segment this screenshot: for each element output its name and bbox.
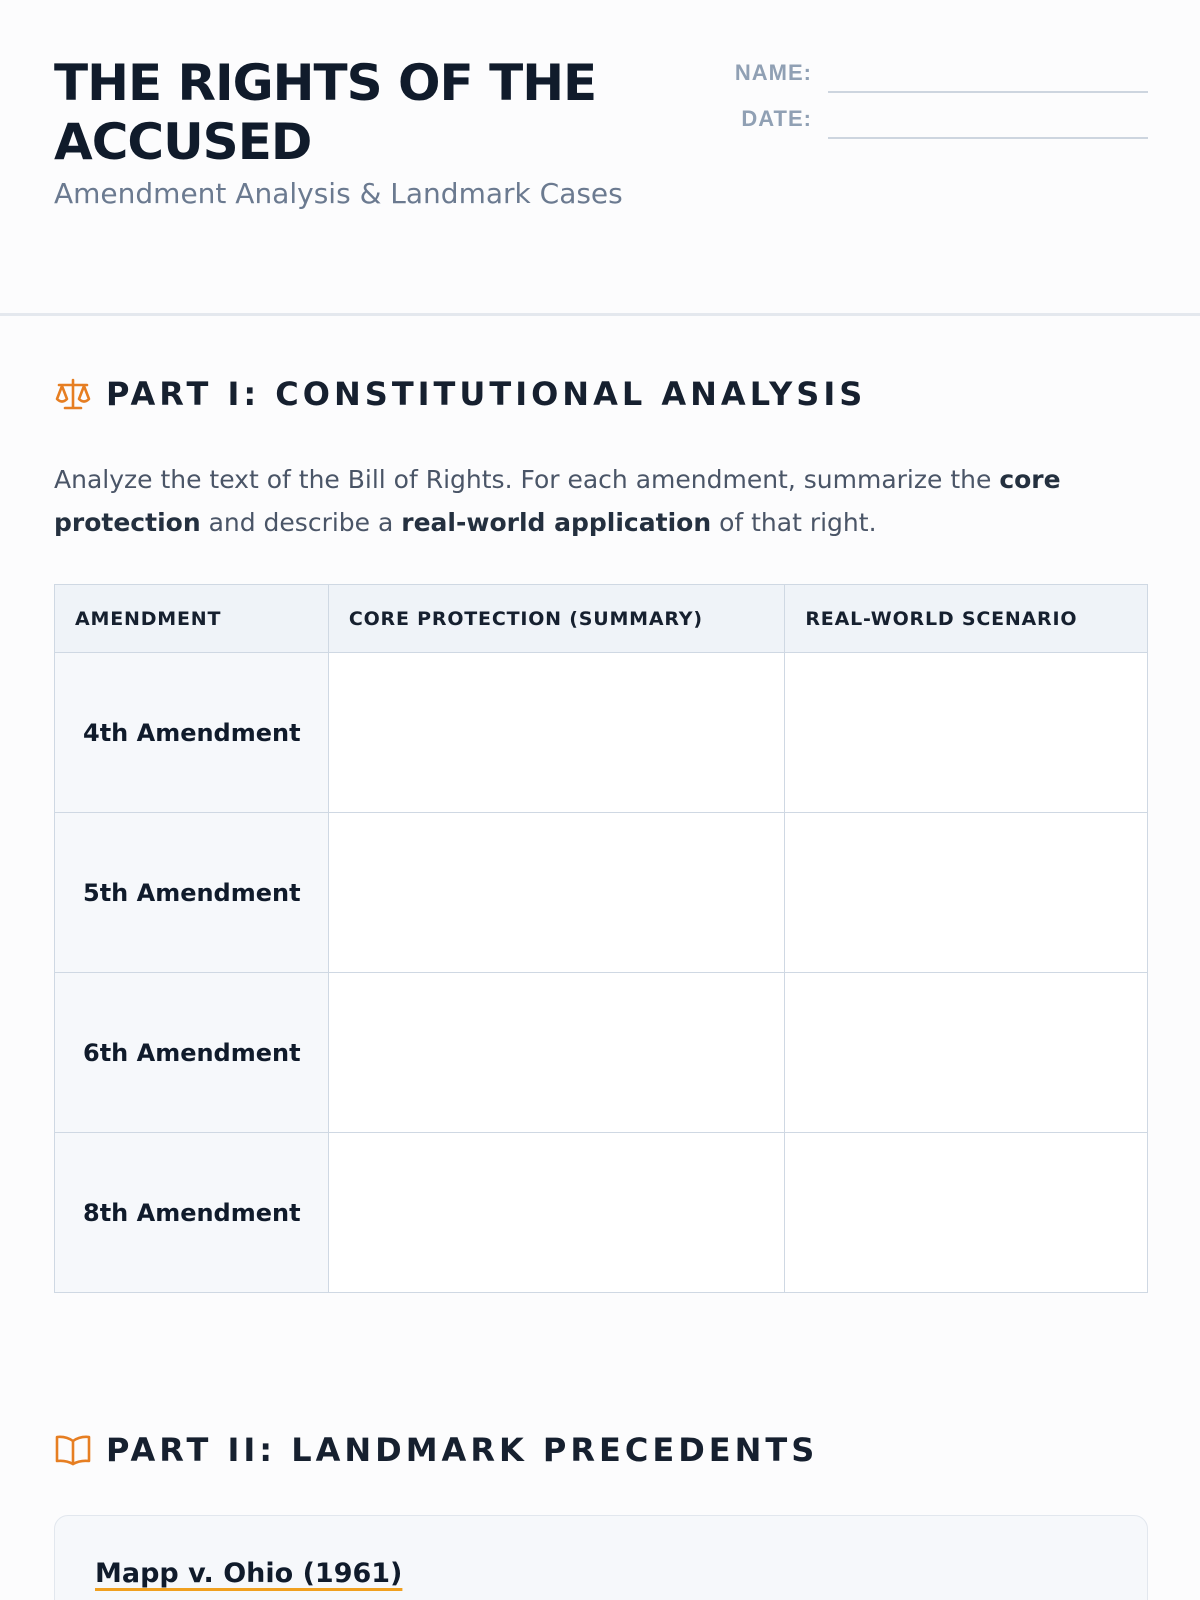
table-row <box>55 1133 1148 1293</box>
summary-answer-cell[interactable] <box>328 1133 785 1293</box>
scales-icon <box>54 374 94 414</box>
amendment-cell: 4th Amendment <box>55 653 329 813</box>
book-icon <box>54 1430 94 1470</box>
instructions-text: Analyze the text of the Bill of Rights. For each amendment, summarize the core protection and describe a real-world application of that right. <box>54 465 1061 537</box>
summary-answer-cell[interactable] <box>328 653 785 813</box>
section-heading-part2 <box>54 1430 818 1470</box>
date-field[interactable] <box>700 104 1148 140</box>
date-label: DATE: <box>741 106 812 131</box>
table-row <box>55 653 1148 813</box>
amendment-cell: 8th Amendment <box>55 1133 329 1293</box>
column-header: AMENDMENT <box>55 585 329 653</box>
scenario-answer-cell[interactable] <box>785 813 1148 973</box>
table-header-row <box>55 585 1148 653</box>
amendment-cell: 6th Amendment <box>55 973 329 1133</box>
page-title: THE RIGHTS OF THE ACCUSED <box>54 54 597 171</box>
name-label: NAME: <box>734 60 812 85</box>
scenario-answer-cell[interactable] <box>785 1133 1148 1293</box>
date-line[interactable] <box>828 137 1148 139</box>
worksheet-header <box>0 0 1200 316</box>
emphasis-real-world: real-world application <box>401 508 712 537</box>
page-subtitle: Amendment Analysis & Landmark Cases <box>54 177 623 210</box>
amendment-cell: 5th Amendment <box>55 813 329 973</box>
case-title: Mapp v. Ohio (1961) <box>95 1558 403 1589</box>
emphasis-core-protection: core protection <box>54 465 1061 537</box>
section-title: PART I: CONSTITUTIONAL ANALYSIS <box>106 375 867 413</box>
summary-answer-cell[interactable] <box>328 813 785 973</box>
table-row <box>55 813 1148 973</box>
name-field[interactable] <box>700 58 1148 94</box>
amendment-table <box>54 584 1148 1293</box>
name-line[interactable] <box>828 91 1148 93</box>
scenario-answer-cell[interactable] <box>785 973 1148 1133</box>
case-card <box>54 1515 1148 1600</box>
column-header: REAL-WORLD SCENARIO <box>785 585 1148 653</box>
table-row <box>55 973 1148 1133</box>
column-header: CORE PROTECTION (SUMMARY) <box>328 585 785 653</box>
section-heading-part1 <box>54 374 866 414</box>
section-title: PART II: LANDMARK PRECEDENTS <box>106 1431 819 1469</box>
scenario-answer-cell[interactable] <box>785 653 1148 813</box>
summary-answer-cell[interactable] <box>328 973 785 1133</box>
